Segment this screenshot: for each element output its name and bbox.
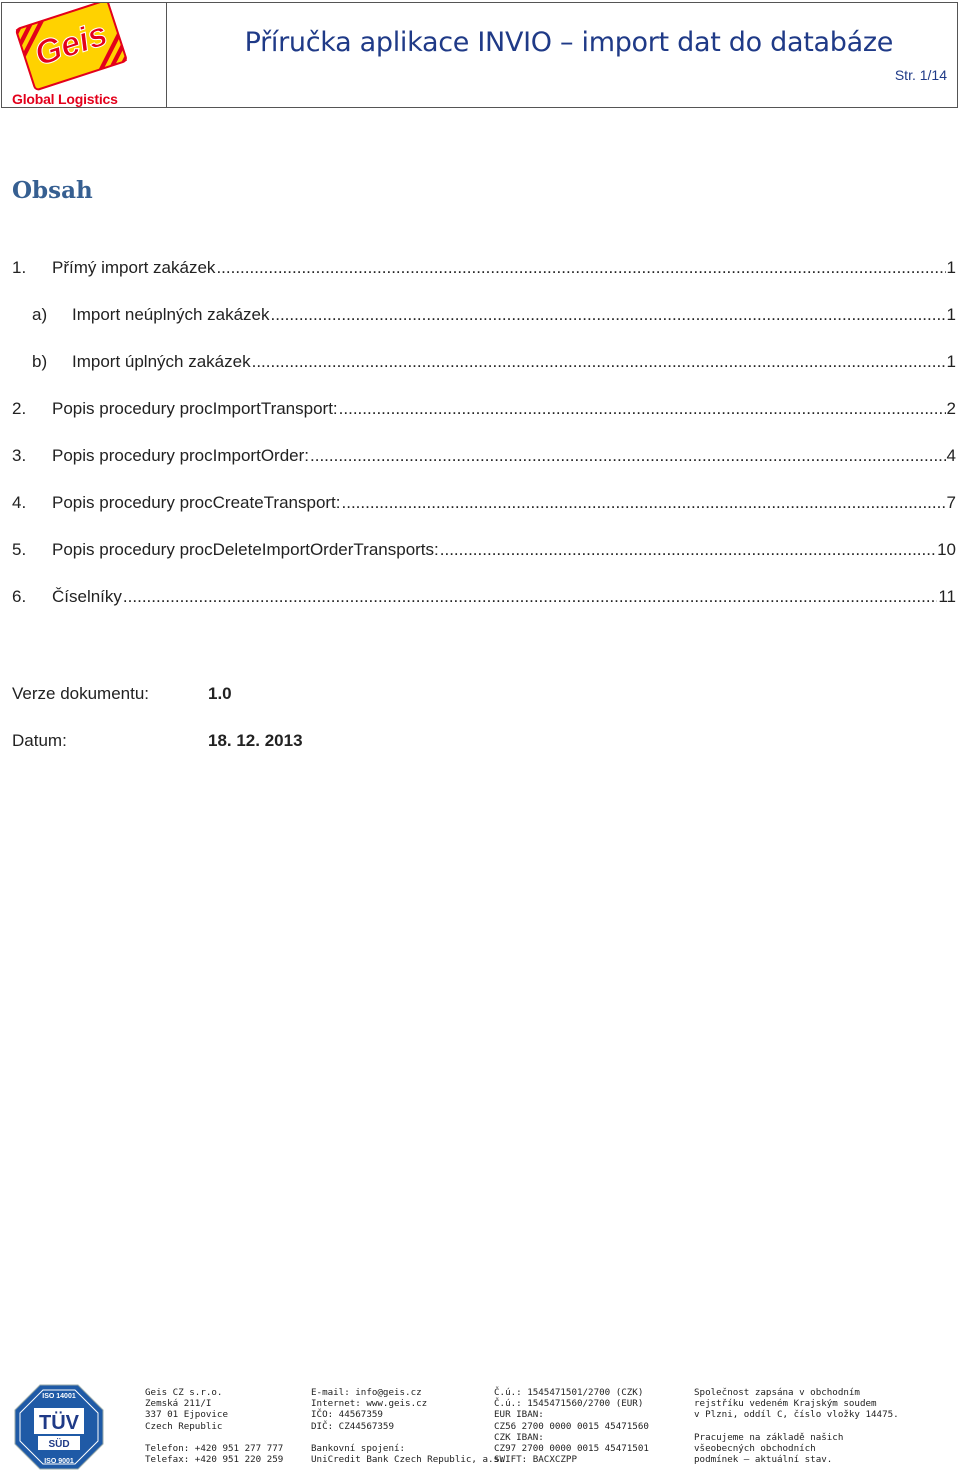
date-value: 18. 12. 2013 bbox=[208, 731, 303, 750]
toc-heading: Obsah bbox=[12, 177, 93, 204]
toc-entry-number: 1. bbox=[12, 258, 27, 277]
footer-line: Telefax: +420 951 220 259 bbox=[145, 1454, 284, 1466]
header-title-cell bbox=[167, 3, 957, 107]
footer-line: IČO: 44567359 bbox=[311, 1409, 383, 1421]
footer-line: všeobecných obchodních bbox=[694, 1442, 816, 1454]
footer-line: CZK IBAN: bbox=[494, 1431, 544, 1443]
toc-entry-label: Popis procedury procCreateTransport: bbox=[52, 493, 341, 512]
badge-mark-text: TÜV bbox=[39, 1412, 79, 1434]
toc-leader-dots bbox=[123, 587, 937, 607]
toc-entry-label: Popis procedury procImportOrder: bbox=[52, 446, 309, 465]
toc-entry-number: 2. bbox=[12, 399, 27, 418]
footer-line: UniCredit Bank Czech Republic, a.s. bbox=[311, 1454, 505, 1466]
toc-entry[interactable] bbox=[12, 493, 956, 519]
toc-entry-label: Číselníky bbox=[52, 587, 122, 606]
footer-line: Pracujeme na základě našich bbox=[694, 1431, 844, 1443]
toc-leader-dots bbox=[271, 305, 946, 325]
toc-entry-page: 2 bbox=[946, 399, 956, 418]
footer-company-address bbox=[145, 1387, 283, 1465]
toc-leader-dots bbox=[339, 399, 946, 419]
footer-bank-accounts bbox=[494, 1387, 649, 1465]
footer-line: Internet: www.geis.cz bbox=[311, 1398, 428, 1410]
footer-line: Zemská 211/I bbox=[145, 1398, 212, 1410]
footer-line: E-mail: info@geis.cz bbox=[311, 1387, 422, 1398]
toc-entry-page: 1 bbox=[946, 258, 956, 277]
toc-entry-number: 6. bbox=[12, 587, 27, 606]
footer-line: SWIFT: BACXCZPP bbox=[494, 1454, 577, 1466]
toc-leader-dots bbox=[342, 493, 946, 513]
toc-entry-number: a) bbox=[32, 305, 48, 324]
footer-line: CZ97 2700 0000 0015 45471501 bbox=[494, 1442, 649, 1454]
toc-entry-number: 4. bbox=[12, 493, 27, 512]
page-footer bbox=[0, 1380, 960, 1473]
toc-entry-label: Přímý import zakázek bbox=[52, 258, 216, 277]
footer-contact bbox=[311, 1387, 505, 1465]
footer-registration bbox=[694, 1387, 899, 1465]
toc-entry[interactable] bbox=[12, 540, 956, 566]
toc-entry-page: 7 bbox=[946, 493, 956, 512]
version-value: 1.0 bbox=[208, 684, 232, 703]
toc-entry-number: b) bbox=[32, 352, 48, 371]
footer-line bbox=[311, 1432, 505, 1443]
toc-entry[interactable] bbox=[12, 258, 956, 284]
version-label: Verze dokumentu: bbox=[12, 684, 150, 703]
toc-entry-label: Popis procedury procImportTransport: bbox=[52, 399, 338, 418]
document-title: Příručka aplikace INVIO – import dat do databáze bbox=[244, 27, 893, 58]
page-header bbox=[1, 2, 958, 108]
toc-entry-label: Import úplných zakázek bbox=[72, 352, 251, 371]
footer-line: rejstříku vedeném Krajským soudem bbox=[694, 1398, 877, 1410]
toc-entry-page: 4 bbox=[946, 446, 956, 465]
logo-tagline: Global Logistics bbox=[12, 91, 118, 107]
toc-leader-dots bbox=[440, 540, 936, 560]
toc-entry-page: 1 bbox=[946, 305, 956, 324]
footer-line: podmínek – aktuální stav. bbox=[694, 1454, 833, 1466]
toc-entry[interactable] bbox=[32, 352, 956, 378]
footer-line: v Plzni, oddíl C, číslo vložky 14475. bbox=[694, 1409, 899, 1421]
footer-line: Společnost zapsána v obchodním bbox=[694, 1387, 860, 1398]
badge-sub-text: SÜD bbox=[48, 1439, 70, 1450]
footer-line: Č.ú.: 1545471501/2700 (CZK) bbox=[494, 1387, 644, 1398]
toc-entry-number: 5. bbox=[12, 540, 27, 559]
footer-line bbox=[145, 1432, 283, 1443]
footer-line: Telefon: +420 951 277 777 bbox=[145, 1442, 284, 1454]
page-number: Str. 1/14 bbox=[894, 67, 947, 83]
date-label: Datum: bbox=[12, 731, 67, 750]
toc-entry[interactable] bbox=[12, 587, 956, 613]
badge-bottom-text: ISO 9001 bbox=[44, 1458, 74, 1465]
footer-line: Č.ú.: 1545471560/2700 (EUR) bbox=[494, 1398, 644, 1410]
version-row bbox=[12, 684, 412, 708]
toc-entry-number: 3. bbox=[12, 446, 27, 465]
logo-brand-text: Geis bbox=[30, 14, 112, 74]
logo bbox=[2, 3, 167, 107]
toc-entry-page: 11 bbox=[938, 587, 956, 606]
toc-entry-page: 1 bbox=[946, 352, 956, 371]
toc-entry[interactable] bbox=[32, 305, 956, 331]
toc-entry[interactable] bbox=[12, 446, 956, 472]
date-row bbox=[12, 731, 412, 755]
footer-line: CZ56 2700 0000 0015 45471560 bbox=[494, 1420, 649, 1432]
footer-line: EUR IBAN: bbox=[494, 1409, 544, 1421]
footer-line: Czech Republic bbox=[145, 1420, 223, 1432]
tuv-certification-badge-icon bbox=[14, 1384, 104, 1470]
toc-leader-dots bbox=[310, 446, 946, 466]
toc-leader-dots bbox=[216, 258, 945, 278]
toc-entry-label: Import neúplných zakázek bbox=[72, 305, 270, 324]
footer-line: DIČ: CZ44567359 bbox=[311, 1420, 394, 1432]
footer-line: Geis CZ s.r.o. bbox=[145, 1387, 223, 1398]
toc-entry-page: 10 bbox=[937, 540, 956, 559]
toc-leader-dots bbox=[252, 352, 946, 372]
toc-entry[interactable] bbox=[12, 399, 956, 425]
toc-entry-label: Popis procedury procDeleteImportOrderTransports: bbox=[52, 540, 439, 559]
footer-line: Bankovní spojení: bbox=[311, 1442, 406, 1454]
badge-top-text: ISO 14001 bbox=[42, 1393, 76, 1400]
footer-line: 337 01 Ejpovice bbox=[145, 1409, 228, 1421]
footer-line bbox=[694, 1421, 899, 1432]
